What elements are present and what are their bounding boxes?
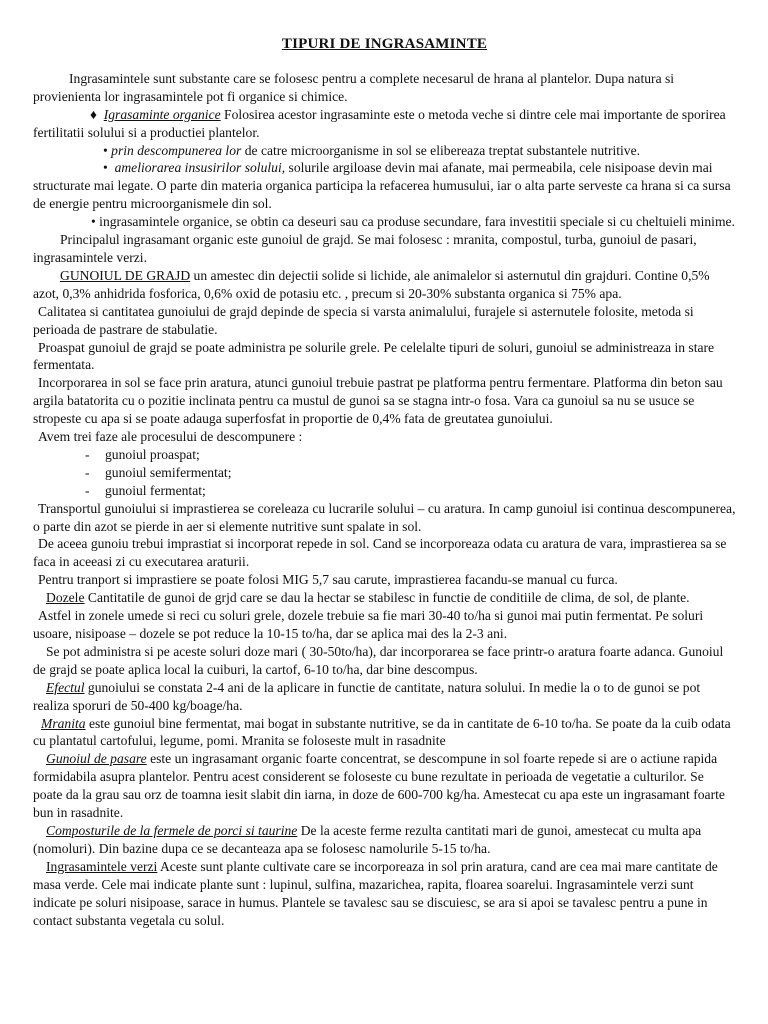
bullet-icon: • xyxy=(103,142,108,158)
term-poultry-manure: Gunoiul de pasare xyxy=(46,751,147,767)
phases-list xyxy=(33,446,736,500)
term-soil-improvement: ameliorarea insusirilor solului xyxy=(114,160,282,176)
paragraph-stable-manure: GUNOIUL DE GRAJD un amestec din dejectii solide si lichide, ale animalelor si asternutul din grajduri. Contine 0,5% azot, 0,3% anhidrida fosforica, 0,6% oxid de potasiu etc. , precum si 20-30% substanta organica si 75% apa. xyxy=(33,267,710,301)
paragraph-composts: Composturile de la fermele de porci si taurine De la aceste ferme rezulta cantitati mari de gunoi, amestecat cu multa apa (nomoluri). Din bazine dupa ce se decanteaza apa se folosesc namolurile 5-15 to/ha. xyxy=(33,822,702,856)
term-effect: Efectul xyxy=(46,679,85,695)
paragraph-mig: Pentru tranport si imprastiere se poate folosi MIG 5,7 sau carute, imprastierea facandu-se manual cu furca. xyxy=(38,572,618,588)
paragraph-organic-fertilizers: ♦ Igrasaminte organice Folosirea acestor ingrasaminte este o metoda veche si dintre cele mai importante de sporirea fertilitatii solului si a productiei plantelor. xyxy=(33,106,726,140)
paragraph-intro: Ingrasamintele sunt substante care se folosesc pentru a complete necesarul de hrana al plantelor. Dupa natura si provienienta lor ingrasamintele pot fi organice si chimice. xyxy=(33,70,675,104)
paragraph-poultry-manure: Gunoiul de pasare este un ingrasamant organic foarte concentrat, se descompune in sol foarte repede si are o actiune rapida formidabila asupra plantelor. Pentru acest considerent se foloseste cu bune rezultate in perioada de vegetatie a culturilor. Se poate da la grau sau orz de toamna iesit slabit din iarna, in doze de 600-700 kg/ha. Amestecat cu apa este un ingrasamant foarte bun in rasadnite. xyxy=(33,751,725,821)
paragraph-soil-improvement: • ameliorarea insusirilor solului, solurile argiloase devin mai afanate, mai permeabila, cele nisipoase devin mai structurate mai legate. O parte din materia organica participa la refacerea humusului, iar o alta parte serveste ca hrana si ca sursa de energie pentru microorganismele din sol. xyxy=(33,160,731,212)
term-green-manure: Ingrasamintele verzi xyxy=(46,858,158,874)
paragraph-quality: Calitatea si cantitatea gunoiului de grajd depinde de specia si varsta animalului, furajele si asternutele folosite, metoda si perioada de pastrare de stabulatie. xyxy=(33,303,694,337)
term-mranita: Mranita xyxy=(41,715,86,731)
paragraph-incorporation: Incorporarea in sol se face prin aratura, atunci gunoiul trebuie pastrat pe platforma pentru fermentare. Platforma din beton sau argila batatorita cu o pozitie inclinata pentru ca mustul de gunoi sa se stagna intr-o fosa. Vara ca gunoiul sa nu se usuce se stropeste cu apa si se poate adauga superfosfat in proportie de 0,4% fata de greutatea gunoiului. xyxy=(33,375,723,427)
paragraph-main-fertilizer: Principalul ingrasamant organic este gunoiul de grajd. Se mai folosesc : mranita, compostul, turba, gunoiul de pasari, ingrasamintele verzi. xyxy=(33,232,697,265)
list-item: - gunoiul semifermentat; xyxy=(85,464,736,482)
document-title: TIPURI DE INGRASAMINTE xyxy=(281,36,488,52)
paragraph-byproducts: • ingrasamintele organice, se obtin ca deseuri sau ca produse secundare, fara investitii speciale si cu cheltuieli minime. xyxy=(91,214,735,230)
term-doses: Dozele xyxy=(46,590,85,606)
term-composts: Composturile de la fermele de porci si taurine xyxy=(46,822,298,838)
paragraph-spreading: De aceea gunoiu trebui imprastiat si incorporat repede in sol. Cand se incorporeaza odata cu aratura de vara, imprastierea sa se faca in aceeasi zi cu executarea araturii. xyxy=(33,536,727,570)
list-item: - gunoiul proaspat; xyxy=(85,446,736,464)
paragraph-mranita: Mranita este gunoiul bine fermentat, mai bogat in substante nutritive, se da in cantitate de 6-10 to/ha. Se poate da la cuib odata cu plantatul cartofului, legume, pomi. Mranita se foloseste mult in rasadnite xyxy=(33,715,731,749)
paragraph-decomposition: • prin descompunerea lor de catre microorganisme in sol se elibereaza treptat substantele nutritive. xyxy=(103,142,641,158)
paragraph-effect: Efectul gunoiului se constata 2-4 ani de la aplicare in functie de cantitate, natura solului. In medie la o to de gunoi se pot realiza sporuri de 50-400 kg/boage/ha. xyxy=(33,679,701,713)
paragraph-transport: Transportul gunoiului si imprastierea se coreleaza cu lucrarile solului – cu aratura. In camp gunoiul isi continua descompunerea, o parte din azot se pierde in aer si elemente nutritive sunt spalate in sol. xyxy=(33,500,736,534)
term-stable-manure: GUNOIUL DE GRAJD xyxy=(60,267,191,283)
bullet-icon: • xyxy=(103,160,108,176)
diamond-bullet-icon: ♦ xyxy=(90,106,97,122)
paragraph-doses: Dozele Cantitatile de gunoi de grjd care se dau la hectar se stabilesc in functie de conditiile de clima, de sol, de plante. xyxy=(46,590,690,606)
paragraph-fresh-manure: Proaspat gunoiul de grajd se poate administra pe solurile grele. Pe celelalte tipuri de soluri, gunoiul se administreaza in stare fermentata. xyxy=(33,339,715,373)
bullet-icon: • xyxy=(91,214,96,230)
list-item: - gunoiul fermentat; xyxy=(85,482,736,500)
paragraph-large-doses: Se pot administra si pe aceste soluri doze mari ( 30-50to/ha), dar incorporarea se face printr-o aratura foarte adanca. Gunoiul de grajd se poate aplica local la cuiburi, la cartof, 6-10 to/ha, dar bine descompus. xyxy=(33,643,724,677)
paragraph-humid-zones: Astfel in zonele umede si reci cu soluri grele, dozele trebuie sa fie mari 30-40 to/ha si gunoi mai putin fermentat. Pe soluri usoare, nisipoase – dozele se pot reduce la 10-15 to/ha, dar se aplica mai des la 2-3 ani. xyxy=(33,608,704,641)
term-decomposition: prin descompunerea lor xyxy=(111,142,242,158)
paragraph-phases-intro: Avem trei faze ale procesului de descompunere : xyxy=(38,429,303,445)
term-organic-fertilizers: Igrasaminte organice xyxy=(103,106,221,122)
paragraph-green-manure: Ingrasamintele verzi Aceste sunt plante cultivate care se incorporeaza in sol prin aratura, cand are cea mai mare cantitate de masa verde. Cele mai indicate plante sunt : lupinul, sulfina, mazarichea, rapita, floarea soarelui. Ingrasamintele verzi sunt indicate pe soluri nisipoase, sarace in humus. Plantele se tavalesc sau se discuiesc, se ara si apoi se tavalesc pentru a pune in contact substanta vegetala cu solul. xyxy=(33,858,718,928)
